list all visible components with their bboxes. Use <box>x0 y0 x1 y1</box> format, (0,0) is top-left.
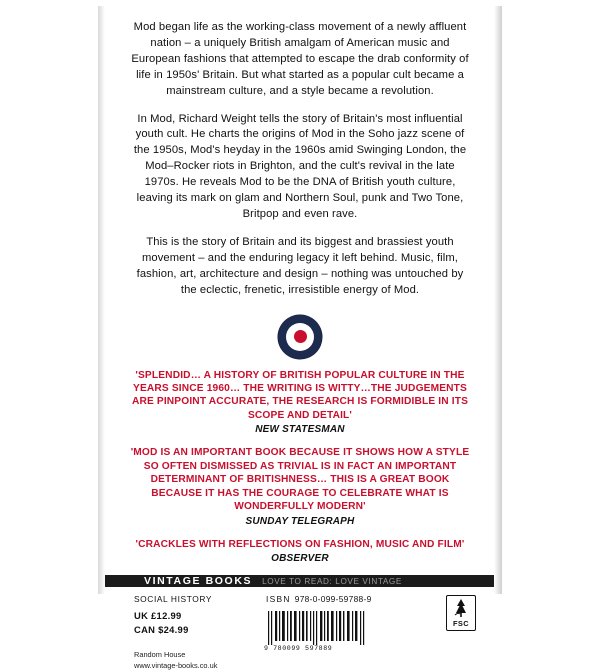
review-quote <box>124 369 476 436</box>
barcode-icon <box>266 611 370 645</box>
mod-target-roundel-icon <box>278 315 322 359</box>
blurb-paragraph-3: This is the story of Britain and its biggest and brassiest youth movement – and the enduring legacy it left behind. Music, film, fashion, art, architecture and design – nothing was untouched by the eclectic, frenetic, irresistible energy of Mod. <box>136 235 464 296</box>
barcode-digits: 9 780099 597889 <box>264 645 333 653</box>
publisher-name: Random House <box>134 650 186 660</box>
blurb-paragraph-2: In Mod, Richard Weight tells the story of Britain's most influential youth cult. He charts the origins of Mod in the Soho jazz scene of the 1950s, Mod's heyday in the 1960s amid Swinging London, the Mod–Rocker riots in Brighton, and the cult's revival in the late 1970s. He reveals Mod to be the DNA of British youth culture, leaving its mark on glam and Northern Soul, punk and Two Tone, Britpop and even rave. <box>133 112 467 220</box>
page-edge-right <box>494 6 502 594</box>
fsc-label: FSC <box>453 619 469 629</box>
page-edge-left <box>98 6 105 594</box>
publisher-block <box>134 650 262 671</box>
blurb-section <box>98 6 502 311</box>
review-text: 'SPLENDID… A HISTORY OF BRITISH POPULAR CULTURE IN THE YEARS SINCE 1960… THE WRITING IS WITTY…THE JUDGEMENTS ARE PINPOINT ACCURATE, THE RESEARCH IS FORMIDIBLE IN ITS SCOPE AND DETAIL' <box>131 369 469 421</box>
review-text: 'CRACKLES WITH REFLECTIONS ON FASHION, MUSIC AND FILM' <box>135 538 465 550</box>
reviews-section <box>98 369 502 576</box>
imprint-logo: VINTAGE BOOKS <box>144 575 253 588</box>
book-back-cover <box>98 6 502 670</box>
isbn-label: ISBN <box>266 594 291 605</box>
publisher-website: www.vintage-books.co.uk <box>134 660 218 670</box>
review-source: NEW STATESMAN <box>255 424 345 436</box>
price-can: CAN $24.99 <box>134 623 189 635</box>
imprint-tagline: LOVE TO READ: LOVE VINTAGE <box>262 576 402 586</box>
price-uk: UK £12.99 <box>134 610 182 622</box>
review-text: 'MOD IS AN IMPORTANT BOOK BECAUSE IT SHOWS HOW A STYLE SO OFTEN DISMISSED AS TRIVIAL IS IN FACT AN IMPORTANT DETERMINANT OF BRITISHNESS… THIS IS A GREAT BOOK BECAUSE IT HAS THE COURAGE TO CELEBRATE WHAT IS WONDERFULLY MODERN' <box>130 447 470 513</box>
book-category: SOCIAL HISTORY <box>134 594 213 605</box>
review-source: SUNDAY TELEGRAPH <box>245 515 355 527</box>
isbn-line <box>266 594 434 604</box>
review-quote <box>124 446 476 526</box>
roundel-container <box>98 315 502 359</box>
review-quote <box>124 538 476 564</box>
roundel-center-dot <box>294 330 307 343</box>
review-source: OBSERVER <box>271 553 329 565</box>
isbn-number: 978-0-099-59788-9 <box>294 594 372 605</box>
roundel-middle-ring <box>286 323 314 351</box>
fsc-logo-icon <box>446 595 476 631</box>
footer-right-column <box>434 593 488 661</box>
blurb-paragraph-1: Mod began life as the working-class movement of a newly affluent nation – a uniquely British amalgam of American music and European fashions that attempted to escape the drab conformity of life in 1950s' Britain. But what started as a popular cult became a mainstream culture, and a style became a revolution. <box>131 21 469 97</box>
imprint-bar <box>98 575 502 587</box>
fsc-tree-icon <box>453 598 469 618</box>
footer-barcode-column <box>262 593 434 661</box>
footer-left-column <box>134 593 262 670</box>
cover-footer <box>98 587 502 670</box>
